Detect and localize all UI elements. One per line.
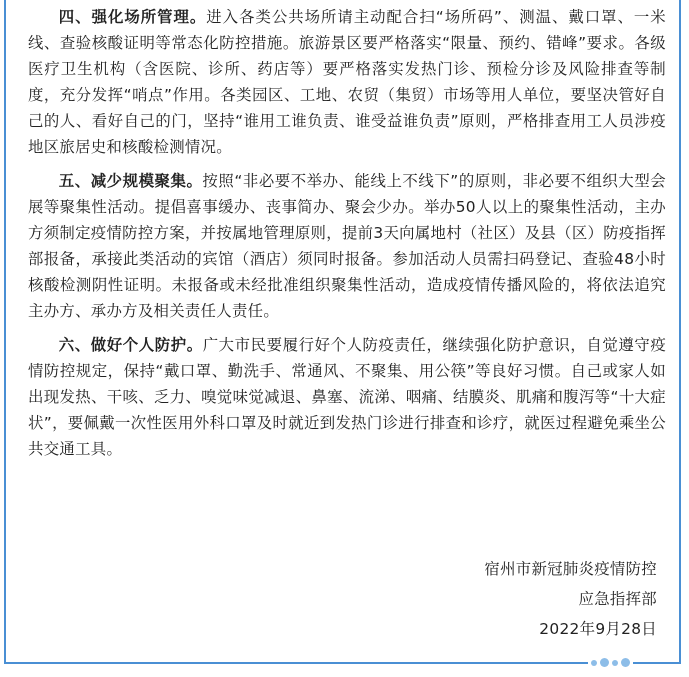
paragraph-text: 广大市民要履行好个人防疫责任，继续强化防护意识，自觉遵守疫情防控规定，保持“戴口罩、勤洗手、常通风、不聚集、用公筷”等良好习惯。自己或家人如出现发热、干咳、乏力、嗅觉味觉减退、鼻塞、流涕、咽痛、结膜炎、肌痛和腹泻等“十大症状”，要佩戴一次性医用外科口罩及时就近到发热门诊进行排查和诊疗，就医过程避免乘坐公共交通工具。 xyxy=(28,336,667,458)
decorative-dots xyxy=(588,658,633,667)
paragraph-text: 按照“非必要不举办、能线上不线下”的原则，非必要不组织大型会展等聚集性活动。提倡喜事缓办、丧事简办、聚会少办。举办50人以上的聚集性活动，主办方须制定疫情防控方案，并按属地管理原则，提前3天向属地村（社区）及县（区）防疫指挥部报备，承接此类活动的宾馆（酒店）须同时报备。参加活动人员需扫码登记、查验48小时核酸检测阴性证明。未报备或未经批准组织聚集性活动，造成疫情传播风险的，将依法追究主办方、承办方及相关责任人责任。 xyxy=(28,172,666,320)
paragraph-heading: 四、强化场所管理。 xyxy=(58,8,207,26)
dot-icon xyxy=(612,660,618,666)
dot-icon xyxy=(600,658,609,667)
paragraph-text: 进入各类公共场所请主动配合扫“场所码”、测温、戴口罩、一米线、查验核酸证明等常态化防控措施。旅游景区要严格落实“限量、预约、错峰”要求。各级医疗卫生机构（含医院、诊所、药店等）要严格落实发热门诊、预检分诊及风险排查等制度，充分发挥“哨点”作用。各类园区、工地、农贸（集贸）市场等用人单位，要坚决管好自己的人、看好自己的门，坚持“谁用工谁负责、谁受益谁负责”原则，严格排查用工人员涉疫地区旅居史和核酸检测情况。 xyxy=(28,8,667,156)
paragraph-personal-protection xyxy=(28,332,666,462)
document-body xyxy=(28,4,666,470)
dot-icon xyxy=(591,660,597,666)
paragraph-reduce-gatherings xyxy=(28,168,666,324)
paragraph-heading: 五、减少规模聚集。 xyxy=(58,172,203,190)
paragraph-heading: 六、做好个人防护。 xyxy=(58,336,203,354)
dot-icon xyxy=(621,658,630,667)
document-frame xyxy=(4,0,681,664)
paragraph-venue-management xyxy=(28,4,666,160)
signature-date: 2022年9月28日 xyxy=(539,620,657,638)
signature-block xyxy=(484,556,657,646)
signature-org-line1: 宿州市新冠肺炎疫情防控 xyxy=(484,560,657,578)
signature-org-line2: 应急指挥部 xyxy=(578,590,657,608)
